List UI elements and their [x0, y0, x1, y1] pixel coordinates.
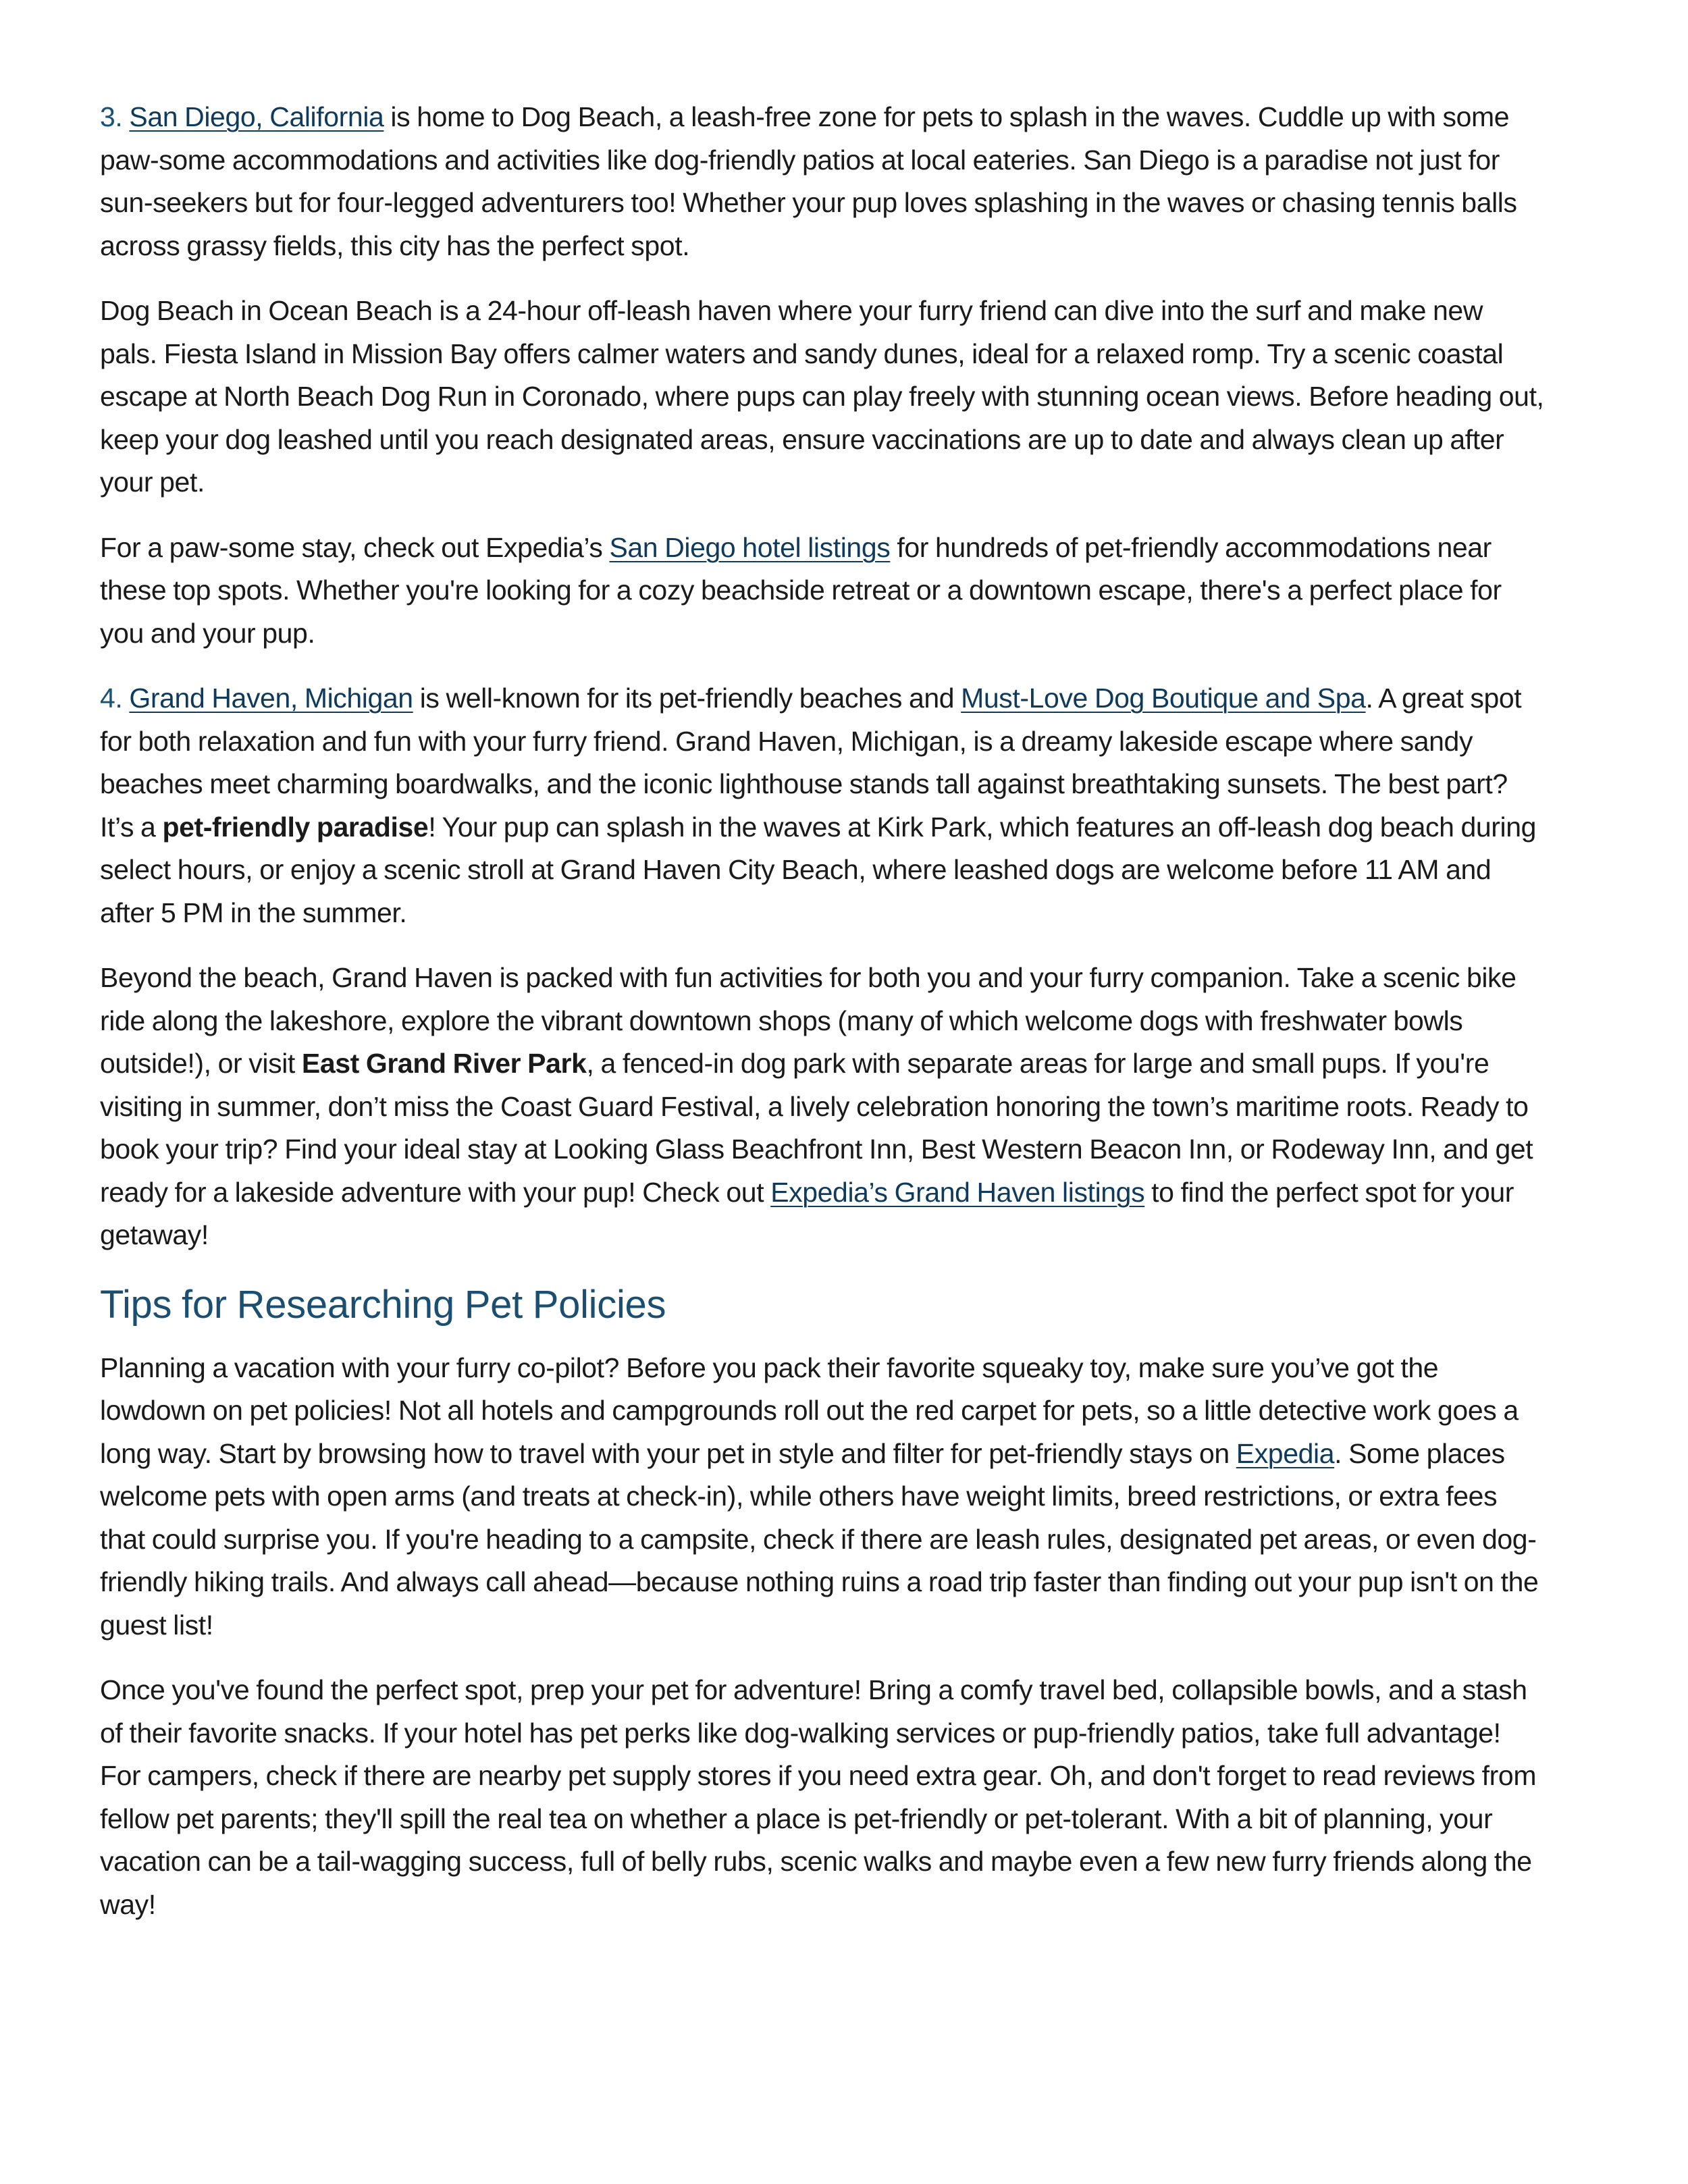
san-diego-hotel-listings-link[interactable]: San Diego hotel listings	[609, 531, 891, 563]
paragraph-text: to find the perfect spot for your getaway!	[100, 1176, 1514, 1250]
paragraph-text: . A great spot for both relaxation and fun with your furry friend. Grand Haven, Michigan, is a dreamy lakeside escape where sandy beaches meet charming boardwalks, and the iconic lighthouse stands tall against breathtaking sunsets. The best part? It’s a	[100, 683, 1522, 843]
paragraph-text: , a fenced-in dog park with separate areas for large and small pups. If you're visiting in summer, don’t miss the Coast Guard Festival, a lively celebration honoring the town’s maritime roots. Ready to book your trip? Find your ideal stay at Looking Glass Beachfront Inn, Best Western Beacon Inn, or Rodeway Inn, and get ready for a lakeside adventure with your pup! Check out	[100, 1048, 1533, 1208]
grand-haven-intro-paragraph	[100, 677, 1545, 934]
list-number: 3.	[100, 101, 130, 132]
grand-haven-activities-paragraph	[100, 957, 1545, 1257]
article-body	[100, 96, 1545, 1948]
paragraph-text: For a paw-some stay, check out Expedia’s	[100, 531, 610, 563]
san-diego-stay-paragraph	[100, 527, 1545, 656]
grand-haven-link[interactable]: Grand Haven, Michigan	[129, 683, 413, 714]
san-diego-intro-paragraph	[100, 96, 1545, 267]
tips-prep-paragraph: Once you've found the perfect spot, prep your pet for adventure! Bring a comfy travel bed, collapsible bowls, and a stash of their favorite snacks. If your hotel has pet perks like dog-walking services or pup-friendly patios, take full advantage! For campers, check if there are nearby pet supply stores if you need extra gear. Oh, and don't forget to read reviews from fellow pet parents; they'll spill the real tea on whether a place is pet-friendly or pet-tolerant. With a bit of planning, your vacation can be a tail-wagging success, full of belly rubs, scenic walks and maybe even a few new furry friends along the way!	[100, 1674, 1537, 1920]
expedia-link[interactable]: Expedia	[1236, 1437, 1335, 1469]
tips-heading: Tips for Researching Pet Policies	[100, 1282, 666, 1327]
list-number: 4.	[100, 683, 130, 714]
paragraph-text: is well-known for its pet-friendly beaches and	[413, 683, 961, 714]
paragraph-text: for hundreds of pet-friendly accommodations near these top spots. Whether you're looking for a cozy beachside retreat or a downtown escape, there's a perfect place for you and your pup.	[100, 531, 1502, 649]
paragraph-text: ! Your pup can splash in the waves at Kirk Park, which features an off-leash dog beach during select hours, or enjoy a scenic stroll at Grand Haven City Beach, where leashed dogs are welcome before 11 AM and after 5 PM in the summer.	[100, 811, 1537, 928]
bold-text: pet-friendly paradise	[162, 811, 429, 843]
san-diego-beaches-paragraph: Dog Beach in Ocean Beach is a 24-hour off-leash haven where your furry friend can dive into the surf and make new pals. Fiesta Island in Mission Bay offers calmer waters and sandy dunes, ideal for a relaxed romp. Try a scenic coastal escape at North Beach Dog Run in Coronado, where pups can play freely with stunning ocean views. Before heading out, keep your dog leashed until you reach designated areas, ensure vaccinations are up to date and always clean up after your pet.	[100, 295, 1544, 498]
paragraph-text: Planning a vacation with your furry co-pilot? Before you pack their favorite squeaky toy, make sure you’ve got the lowdown on pet policies! Not all hotels and campgrounds roll out the red carpet for pets, so a little detective work goes a long way. Start by browsing how to travel with your pet in style and filter for pet-friendly stays on	[100, 1352, 1519, 1469]
bold-text: East Grand River Park	[301, 1048, 587, 1079]
paragraph-text: is home to Dog Beach, a leash-free zone for pets to splash in the waves. Cuddle up with some paw-some accommodations and activities like dog-friendly patios at local eateries. San Diego is a paradise not just for sun-seekers but for four-legged adventurers too! Whether your pup loves splashing in the waves or chasing tennis balls across grassy fields, this city has the perfect spot.	[100, 101, 1517, 261]
must-love-dog-boutique-link[interactable]: Must-Love Dog Boutique and Spa	[961, 683, 1366, 714]
paragraph-text: Beyond the beach, Grand Haven is packed with fun activities for both you and your furry companion. Take a scenic bike ride along the lakeshore, explore the vibrant downtown shops (many of which welcome dogs with freshwater bowls outside!), or visit	[100, 962, 1516, 1079]
paragraph-text: . Some places welcome pets with open arms (and treats at check-in), while others have weight limits, breed restrictions, or extra fees that could surprise you. If you're heading to a campsite, check if there are leash rules, designated pet areas, or even dog-friendly hiking trails. And always call ahead—because nothing ruins a road trip faster than finding out your pup isn't on the guest list!	[100, 1437, 1539, 1641]
tips-policies-paragraph	[100, 1347, 1545, 1647]
grand-haven-listings-link[interactable]: Expedia’s Grand Haven listings	[770, 1176, 1145, 1208]
san-diego-link[interactable]: San Diego, California	[129, 101, 384, 132]
